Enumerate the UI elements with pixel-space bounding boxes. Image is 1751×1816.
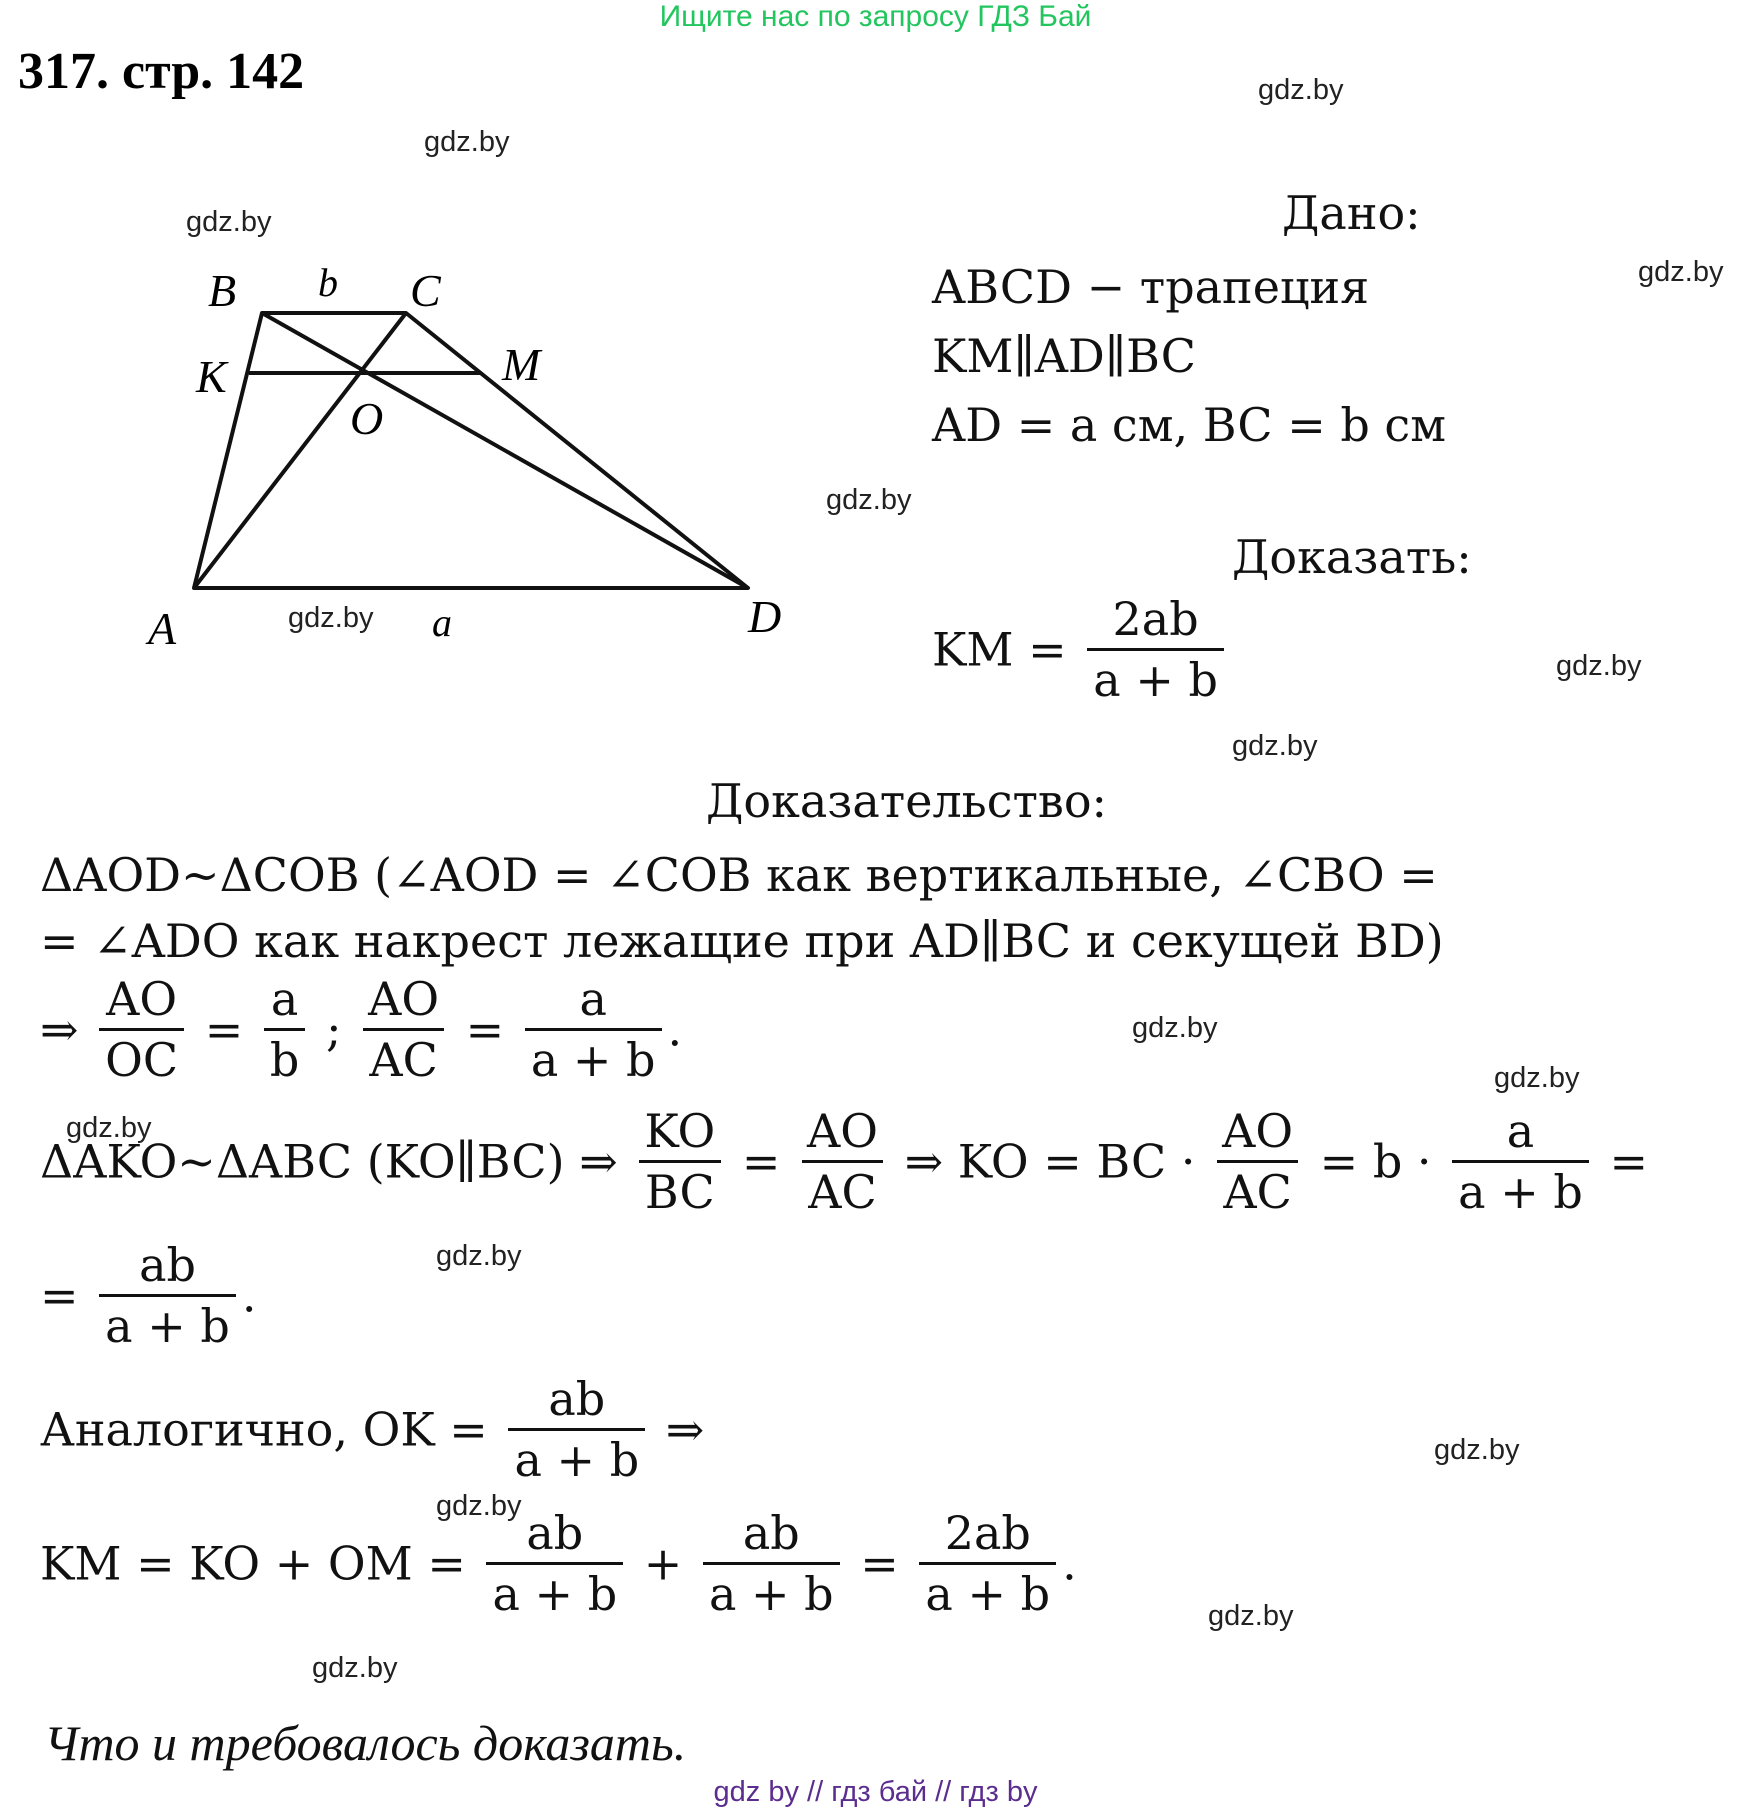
given-line: KM∥AD∥BC <box>932 329 1196 383</box>
fraction: $\frac{a}{a + b}$ <box>525 976 662 1083</box>
footer-links: gdz by // гдз бай // гдз by <box>713 1776 1038 1808</box>
watermark: gdz.by <box>436 1490 522 1522</box>
given-line: ABCD − трапеция <box>932 260 1370 314</box>
watermark: gdz.by <box>1494 1062 1580 1094</box>
fraction: $\frac{2ab}{a + b}$ <box>919 1510 1056 1617</box>
vertex-label-a: A <box>148 603 177 654</box>
proof-line-2: = ∠ADO как накрест лежащие при AD∥BC и секущей BD) <box>40 914 1444 968</box>
vertex-label-b: B <box>208 265 237 316</box>
watermark: gdz.by <box>1434 1434 1520 1466</box>
side-label-b: b <box>318 260 338 305</box>
fraction: $\frac{a}{b}$ <box>264 976 305 1083</box>
vertex-label-k: K <box>196 351 227 402</box>
fraction: $\frac{ab}{a + b}$ <box>99 1242 236 1349</box>
trapezoid-figure <box>0 0 820 680</box>
search-banner: Ищите нас по запросу ГДЗ Бай <box>659 0 1092 33</box>
fraction: $\frac{a}{a + b}$ <box>1452 1108 1589 1215</box>
watermark: gdz.by <box>1208 1600 1294 1632</box>
fraction: $\frac{ab}{a + b}$ <box>486 1510 623 1617</box>
watermark: gdz.by <box>1556 650 1642 682</box>
vertex-label-m: M <box>502 339 541 390</box>
watermark: gdz.by <box>826 484 912 516</box>
watermark: gdz.by <box>1258 74 1344 106</box>
vertex-label-c: C <box>410 265 441 316</box>
watermark: gdz.by <box>288 602 374 634</box>
fraction: $\frac{ab}{a + b}$ <box>508 1376 645 1483</box>
page-title: 317. стр. 142 <box>18 43 305 100</box>
fraction: $\frac{KO}{BC}$ <box>638 1108 721 1215</box>
vertex-label-o: O <box>350 393 384 444</box>
proof-heading: Доказательство: <box>706 774 1108 828</box>
fraction: $\frac{AO}{AC}$ <box>801 1108 884 1215</box>
watermark: gdz.by <box>1132 1012 1218 1044</box>
proof-line-7: KM = KO + OM = $\frac{ab}{a + b}$ + $\frac{ab}{a + b}$ = $\frac{2ab}{a + b}$ . <box>40 1506 1077 1621</box>
proof-line-5: = $\frac{ab}{a + b}$ . <box>40 1238 257 1353</box>
proof-line-6: Аналогично, OK = $\frac{ab}{a + b}$ ⇒ <box>40 1372 705 1487</box>
watermark: gdz.by <box>66 1112 152 1144</box>
fraction: $\frac{2ab}{a + b}$ <box>1087 596 1224 703</box>
proof-line-1: ΔAOD~ΔCOB (∠AOD = ∠COB как вертикальные, ∠CBO = <box>40 848 1438 902</box>
fraction: $\frac{AO}{AC}$ <box>1216 1108 1299 1215</box>
prove-formula: KM = $\frac{2ab}{a + b}$ <box>932 596 1230 703</box>
watermark: gdz.by <box>312 1652 398 1684</box>
trapezoid-outline <box>194 313 748 588</box>
fraction: $\frac{AO}{AC}$ <box>362 976 445 1083</box>
proof-conclusion: Что и требовалось доказать. <box>44 1715 687 1771</box>
watermark: gdz.by <box>436 1240 522 1272</box>
watermark: gdz.by <box>186 206 272 238</box>
watermark: gdz.by <box>424 126 510 158</box>
watermark: gdz.by <box>1638 256 1724 288</box>
side-label-a: a <box>432 600 452 645</box>
watermark: gdz.by <box>1232 730 1318 762</box>
vertex-label-d: D <box>748 591 782 642</box>
given-line: AD = a см, BC = b см <box>932 398 1446 452</box>
proof-line-3: ⇒ $\frac{AO}{OC}$ = $\frac{a}{b}$ ; $\frac{AO}{AC}$ = $\frac{a}{a + b}$ . <box>40 972 683 1087</box>
given-heading: Дано: <box>1282 186 1421 240</box>
prove-heading: Доказать: <box>1232 530 1472 584</box>
proof-line-4: ΔAKO~ΔABC (KO∥BC) ⇒ $\frac{KO}{BC}$ = $\frac{AO}{AC}$ ⇒ KO = BC · $\frac{AO}{AC}$ = b · $\frac{a}{a + b}$ = <box>40 1104 1648 1219</box>
fraction: $\frac{AO}{OC}$ <box>99 976 184 1083</box>
fraction: $\frac{ab}{a + b}$ <box>703 1510 840 1617</box>
